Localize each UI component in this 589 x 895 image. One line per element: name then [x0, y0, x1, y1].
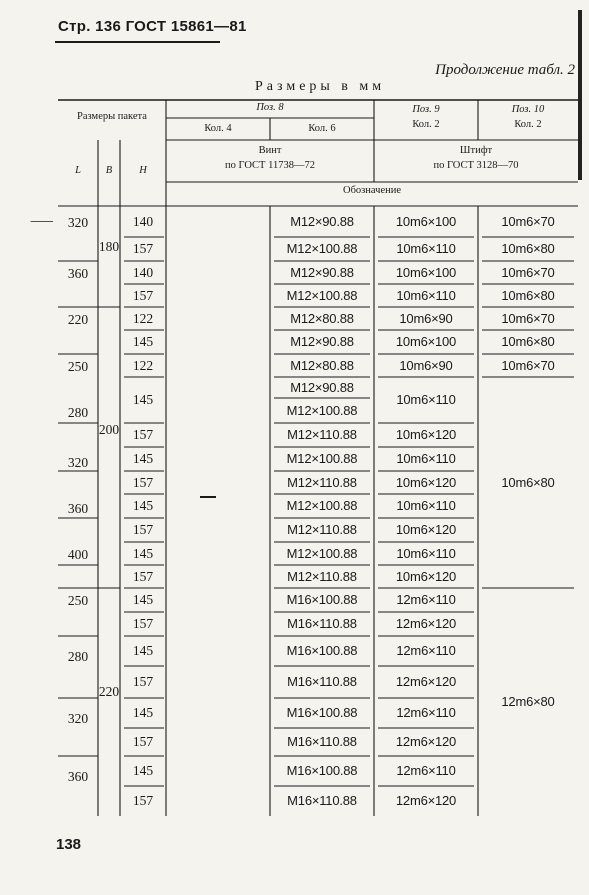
h-value: 157	[132, 287, 154, 303]
l-value: 320	[67, 711, 89, 726]
header-H: H	[139, 165, 147, 176]
l-value: 220	[67, 312, 89, 327]
h-value: 157	[132, 474, 154, 490]
pin9-designation: 10m6×90	[399, 310, 453, 326]
header-col4: Кол. 4	[204, 123, 232, 134]
h-value: 157	[132, 241, 154, 256]
pin9-designation: 10m6×110	[396, 287, 456, 303]
screw-designation: M12×90.88	[290, 334, 354, 349]
header-B: B	[105, 165, 113, 176]
l-value: 320	[67, 455, 89, 470]
header-pos9-col: Кол. 2	[412, 119, 440, 130]
screw-designation: M16×110.88	[287, 674, 357, 689]
pin10-designation: 10m6×80	[501, 334, 555, 349]
screw-designation: M16×100.88	[286, 705, 358, 720]
col4-dash	[200, 496, 216, 498]
header-col6: Кол. 6	[308, 123, 336, 134]
screw-designation: M16×100.88	[286, 592, 358, 607]
pin9-designation: 10m6×110	[396, 241, 456, 256]
h-value: 145	[132, 498, 154, 513]
l-value: 280	[67, 405, 89, 420]
h-value: 157	[132, 734, 154, 749]
pin10-designation: 10m6×70	[501, 310, 555, 326]
page-header: Стр. 136 ГОСТ 15861—81	[58, 18, 247, 35]
l-value: 360	[67, 501, 89, 516]
pin9-designation: 12m6×110	[396, 763, 456, 778]
l-value: 360	[67, 266, 89, 281]
units-caption: Размеры в мм	[255, 79, 386, 94]
header-pos10: Поз. 10	[511, 104, 545, 115]
h-value: 122	[132, 357, 154, 373]
screw-designation: M12×100.88	[286, 287, 358, 303]
h-value: 157	[132, 674, 154, 689]
header-screw-title: Винт	[258, 145, 282, 156]
pin9-designation: 10m6×110	[396, 498, 456, 513]
header-packet-sizes: Размеры пакета	[77, 111, 147, 122]
screw-designation: M12×80.88	[290, 310, 354, 326]
pin10-designation: 10m6×70	[501, 357, 555, 373]
pin10-designation: 10m6×70	[501, 264, 555, 280]
pin9-designation: 12m6×110	[396, 592, 456, 607]
pin9-designation: 10m6×110	[396, 545, 456, 561]
table-continuation-label: Продолжение табл. 2	[435, 62, 575, 78]
pin9-designation: 10m6×90	[399, 357, 453, 373]
header-pos10-col: Кол. 2	[514, 119, 542, 130]
screw-designation: M12×110.88	[287, 522, 357, 537]
header-L: L	[75, 165, 81, 176]
pin9-designation: 10m6×100	[395, 214, 457, 229]
h-value: 140	[132, 264, 154, 280]
h-value: 145	[132, 763, 154, 778]
header-pos8: Поз. 8	[256, 102, 284, 113]
screw-designation: M16×100.88	[286, 643, 358, 658]
pin9-designation: 12m6×120	[395, 616, 457, 631]
h-value: 145	[132, 451, 154, 466]
b-value: 180	[98, 239, 120, 254]
screw-designation: M16×110.88	[287, 616, 357, 631]
margin-tick: ⸺	[30, 214, 54, 229]
l-value: 400	[67, 547, 89, 562]
pin9-designation: 10m6×110	[396, 451, 456, 466]
pin9-designation: 10m6×120	[395, 427, 457, 442]
header-screw-std: по ГОСТ 11738—72	[225, 160, 315, 171]
pin9-designation: 10m6×120	[395, 568, 457, 584]
l-value: 360	[67, 769, 89, 784]
h-value: 157	[132, 568, 154, 584]
pin9-designation: 12m6×120	[395, 793, 457, 808]
h-value: 145	[132, 334, 154, 349]
pin9-designation: 10m6×100	[395, 334, 457, 349]
pin9-designation: 12m6×110	[396, 705, 456, 720]
pin10-merged: 12m6×80	[501, 694, 555, 709]
b-value: 220	[98, 684, 120, 699]
screw-designation: M12×110.88	[287, 568, 357, 584]
pin10-merged: 10m6×80	[501, 474, 555, 490]
h-value: 145	[132, 705, 154, 720]
pin9-designation: 10m6×110	[396, 392, 456, 407]
h-value: 145	[132, 643, 154, 658]
header-pin-title: Штифт	[459, 145, 493, 156]
b-value: 200	[98, 422, 120, 437]
header-designation: Обозначение	[342, 185, 402, 196]
h-value: 145	[132, 592, 154, 607]
pin10-designation: 10m6×70	[501, 214, 555, 229]
screw-designation: M16×100.88	[286, 763, 358, 778]
pin10-designation: 10m6×80	[501, 287, 555, 303]
h-value: 157	[132, 616, 154, 631]
l-value: 320	[67, 215, 89, 230]
l-value: 250	[67, 593, 89, 608]
pin9-designation: 10m6×120	[395, 474, 457, 490]
screw-designation: M12×100.88	[286, 451, 358, 466]
page-number: 138	[56, 836, 82, 853]
h-value: 157	[132, 427, 154, 442]
screw-designation: M12×90.88	[290, 214, 354, 229]
header-pos9: Поз. 9	[412, 104, 440, 115]
h-value: 145	[132, 545, 154, 561]
pin9-designation: 12m6×120	[395, 674, 457, 689]
screw-designation: M12×100.88	[286, 402, 358, 418]
h-value: 157	[132, 793, 154, 808]
h-value: 122	[132, 310, 154, 326]
pin9-designation: 10m6×120	[395, 522, 457, 537]
screw-designation: M16×110.88	[287, 734, 357, 749]
screw-designation: M12×110.88	[287, 427, 357, 442]
header-pin-std: по ГОСТ 3128—70	[433, 160, 519, 171]
pin9-designation: 10m6×100	[395, 264, 457, 280]
h-value: 157	[132, 522, 154, 537]
screw-designation: M12×100.88	[286, 241, 358, 256]
screw-designation: M12×90.88	[290, 264, 354, 280]
h-value: 140	[132, 214, 154, 229]
pin9-designation: 12m6×120	[395, 734, 457, 749]
screw-designation: M16×110.88	[287, 793, 357, 808]
screw-designation: M12×100.88	[286, 545, 358, 561]
pin9-designation: 12m6×110	[396, 643, 456, 658]
l-value: 280	[67, 649, 89, 664]
screw-designation: M12×80.88	[290, 357, 354, 373]
screw-designation: M12×110.88	[287, 474, 357, 490]
h-value: 145	[132, 392, 154, 407]
l-value: 250	[67, 359, 89, 374]
screw-designation: M12×90.88	[290, 379, 354, 395]
pin10-designation: 10m6×80	[501, 241, 555, 256]
screw-designation: M12×100.88	[286, 498, 358, 513]
